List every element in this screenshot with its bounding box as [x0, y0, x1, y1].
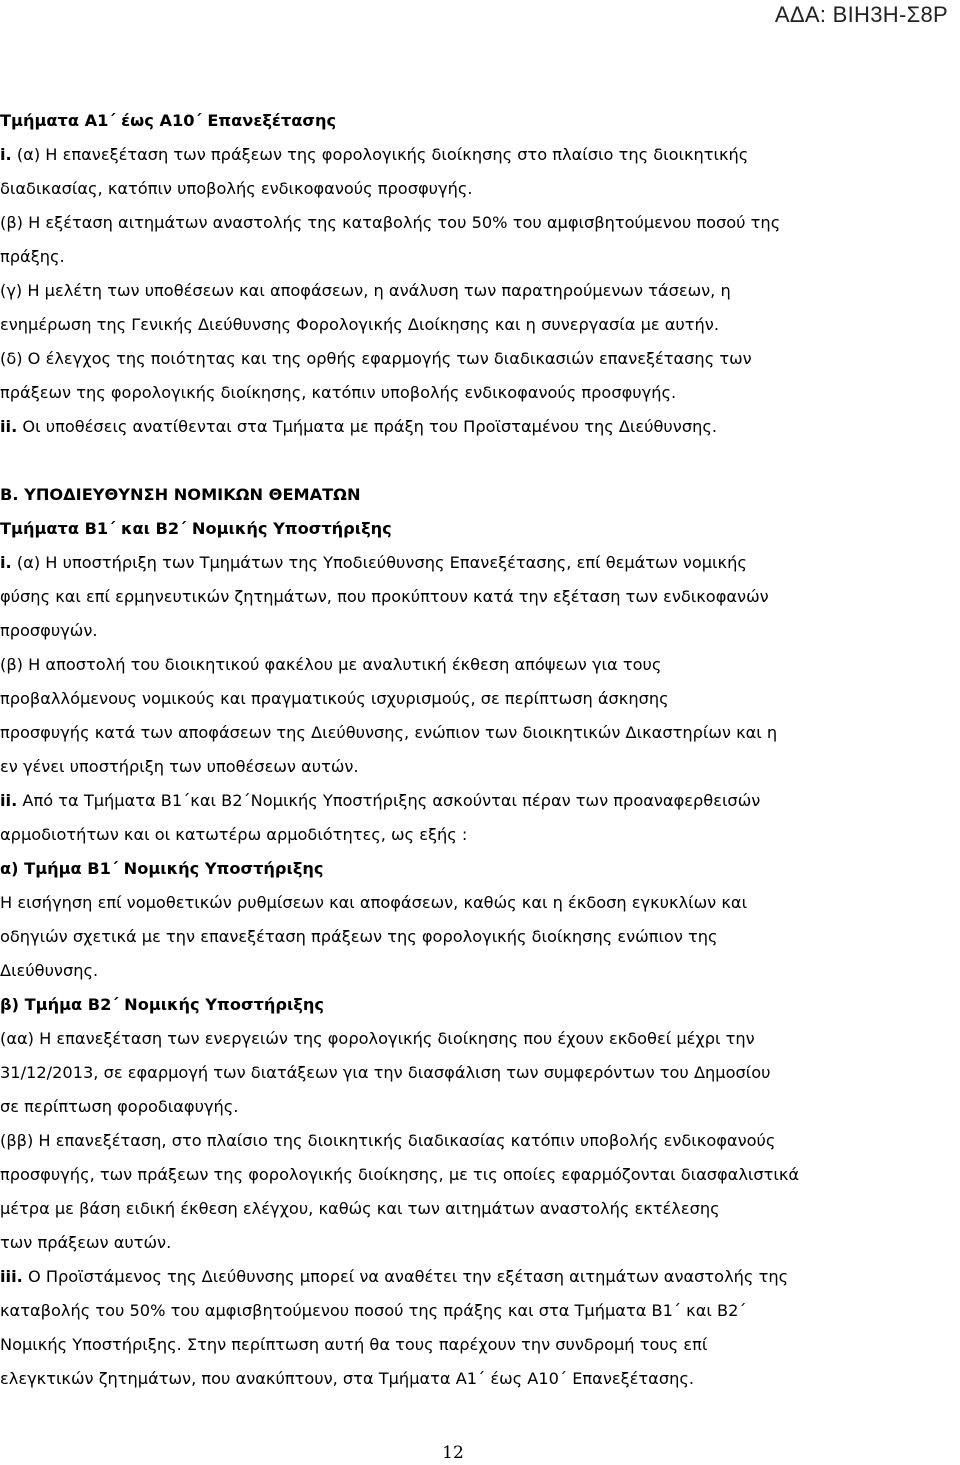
paragraph-line: 31/12/2013, σε εφαρμογή των διατάξεων για την διασφάλιση των συμφερόντων του Δημοσίου	[0, 1063, 771, 1082]
paragraph-line: διαδικασίας, κατόπιν υποβολής ενδικοφανούς προσφυγής.	[0, 179, 473, 198]
page-number: 12	[442, 1443, 464, 1463]
paragraph-line	[0, 138, 906, 172]
paragraph-text: Ο Προϊστάμενος της Διεύθυνσης μπορεί να αναθέτει την εξέταση αιτημάτων αναστολής της	[22, 1267, 789, 1286]
paragraph-line	[0, 1260, 906, 1294]
section-heading: Τμήματα Α1΄ έως Α10΄ Επανεξέτασης	[0, 111, 337, 130]
paragraph-line: (δ) Ο έλεγχος της ποιότητας και της ορθής εφαρμογής των διαδικασιών επανεξέτασης των	[0, 349, 752, 368]
section-heading: Τμήματα Β1΄ και Β2΄ Νομικής Υποστήριξης	[0, 519, 392, 538]
paragraph-line: προβαλλόμενους νομικούς και πραγματικούς ισχυρισμούς, σε περίπτωση άσκησης	[0, 689, 669, 708]
item-number: i.	[0, 145, 12, 164]
item-number: ii.	[0, 791, 18, 810]
document-body	[0, 104, 906, 1396]
document-ada-code: ΑΔΑ: ΒΙΗ3Η-Σ8Ρ	[774, 2, 948, 27]
paragraph-line: οδηγιών σχετικά με την επανεξέταση πράξεων της φορολογικής διοίκησης ενώπιον της	[0, 927, 718, 946]
paragraph-line: (ββ) Η επανεξέταση, στο πλαίσιο της διοικητικής διαδικασίας κατόπιν υποβολής ενδικοφανούς	[0, 1131, 776, 1150]
paragraph-line: (β) Η αποστολή του διοικητικού φακέλου με αναλυτική έκθεση απόψεων για τους	[0, 655, 662, 674]
paragraph-line: Διεύθυνσης.	[0, 961, 99, 980]
paragraph-line: πράξης.	[0, 247, 65, 266]
paragraph-line: των πράξεων αυτών.	[0, 1233, 172, 1252]
paragraph-line: ενημέρωση της Γενικής Διεύθυνσης Φορολογικής Διοίκησης και η συνεργασία με αυτήν.	[0, 315, 719, 334]
paragraph-line: μέτρα με βάση ειδική έκθεση ελέγχου, καθώς και των αιτημάτων αναστολής εκτέλεσης	[0, 1199, 720, 1218]
paragraph-line: καταβολής του 50% του αμφισβητούμενου ποσού της πράξης και στα Τμήματα Β1΄ και Β2΄	[0, 1301, 747, 1320]
paragraph-line	[0, 784, 906, 818]
paragraph-line: (γ) Η μελέτη των υποθέσεων και αποφάσεων, η ανάλυση των παρατηρούμενων τάσεων, η	[0, 281, 731, 300]
subsection-heading: β) Τμήμα Β2΄ Νομικής Υποστήριξης	[0, 995, 324, 1014]
item-number: iii.	[0, 1267, 23, 1286]
subsection-heading: α) Τμήμα Β1΄ Νομικής Υποστήριξης	[0, 859, 324, 878]
paragraph-text: (α) Η επανεξέταση των πράξεων της φορολογικής διοίκησης στο πλαίσιο της διοικητικής	[11, 145, 749, 164]
subdirectorate-heading: Β. ΥΠΟΔΙΕΥΘΥΝΣΗ ΝΟΜΙΚΩΝ ΘΕΜΑΤΩΝ	[0, 485, 361, 504]
paragraph-line: αρμοδιοτήτων και οι κατωτέρω αρμοδιότητες, ως εξής :	[0, 825, 468, 844]
paragraph-line: προσφυγών.	[0, 621, 98, 640]
item-number: ii.	[0, 417, 18, 436]
paragraph-text: Από τα Τμήματα Β1΄και Β2΄Νομικής Υποστήριξης ασκούνται πέραν των προαναφερθεισών	[17, 791, 761, 810]
paragraph-line: σε περίπτωση φοροδιαφυγής.	[0, 1097, 239, 1116]
paragraph-line	[0, 410, 906, 444]
paragraph-line	[0, 546, 906, 580]
paragraph-line: Νομικής Υποστήριξης. Στην περίπτωση αυτή θα τους παρέχουν την συνδρομή τους επί	[0, 1335, 708, 1354]
paragraph-line: (αα) Η επανεξέταση των ενεργειών της φορολογικής διοίκησης που έχουν εκδοθεί μέχρι την	[0, 1029, 755, 1048]
paragraph-text: Οι υποθέσεις ανατίθενται στα Τμήματα με πράξη του Προϊσταμένου της Διεύθυνσης.	[17, 417, 717, 436]
item-number: i.	[0, 553, 12, 572]
paragraph-text: (α) Η υποστήριξη των Τμημάτων της Υποδιεύθυνσης Επανεξέτασης, επί θεμάτων νομικής	[11, 553, 747, 572]
spacer	[0, 444, 906, 478]
paragraph-line: Η εισήγηση επί νομοθετικών ρυθμίσεων και αποφάσεων, καθώς και η έκδοση εγκυκλίων και	[0, 893, 748, 912]
paragraph-line: εν γένει υποστήριξη των υποθέσεων αυτών.	[0, 757, 359, 776]
paragraph-line: προσφυγής, των πράξεων της φορολογικής διοίκησης, με τις οποίες εφαρμόζονται διασφαλιστικά	[0, 1165, 800, 1184]
paragraph-line: προσφυγής κατά των αποφάσεων της Διεύθυνσης, ενώπιον των διοικητικών Δικαστηρίων και η	[0, 723, 778, 742]
paragraph-line: ελεγκτικών ζητημάτων, που ανακύπτουν, στα Τμήματα Α1΄ έως Α10΄ Επανεξέτασης.	[0, 1369, 694, 1388]
paragraph-line: φύσης και επί ερμηνευτικών ζητημάτων, που προκύπτουν κατά την εξέταση των ενδικοφανών	[0, 587, 769, 606]
paragraph-line: (β) Η εξέταση αιτημάτων αναστολής της καταβολής του 50% του αμφισβητούμενου ποσού της	[0, 213, 781, 232]
paragraph-line: πράξεων της φορολογικής διοίκησης, κατόπιν υποβολής ενδικοφανούς προσφυγής.	[0, 383, 677, 402]
